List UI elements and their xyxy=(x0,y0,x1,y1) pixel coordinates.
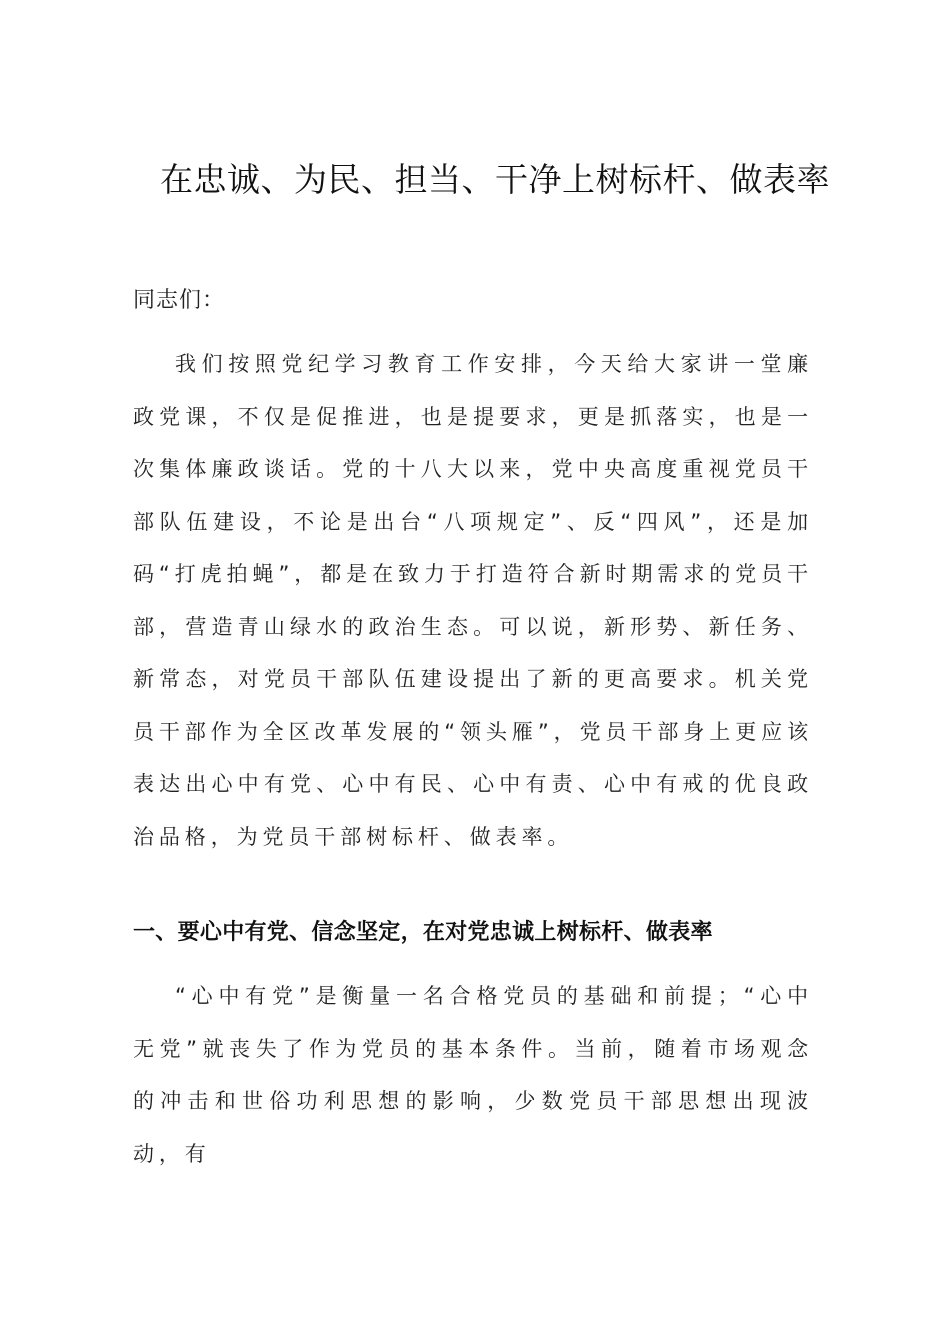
section-paragraph: “心中有党”是衡量一名合格党员的基础和前提；“心中无党”就丧失了作为党员的基本条件。当前，随着市场观念的冲击和世俗功利思想的影响，少数党员干部思想出现波动，有 xyxy=(133,984,813,1166)
salutation: 同志们： xyxy=(133,288,226,313)
body-paragraph: 我们按照党纪学习教育工作安排，今天给大家讲一堂廉政党课，不仅是促推进，也是提要求，更是抓落实，也是一次集体廉政谈话。党的十八大以来，党中央高度重视党员干部队伍建设，不论是出台“八项规定”、反“四风”，还是加码“打虎拍蝇”，都是在致力于打造符合新时期需求的党员干部，营造青山绿水的政治生态。可以说，新形势、新任务、新常态，对党员干部队伍建设提出了新的更高要求。机关党员干部作为全区改革发展的“领头雁”，党员干部身上更应该表达出心中有党、心中有民、心中有责、心中有戒的优良政治品格，为党员干部树标杆、做表率。 xyxy=(133,352,813,849)
section-heading: 一、要心中有党、信念坚定，在对党忠诚上树标杆、做表率 xyxy=(133,920,713,945)
document-title: 在忠诚、为民、担当、干净上树标杆、做表率 xyxy=(160,160,830,199)
